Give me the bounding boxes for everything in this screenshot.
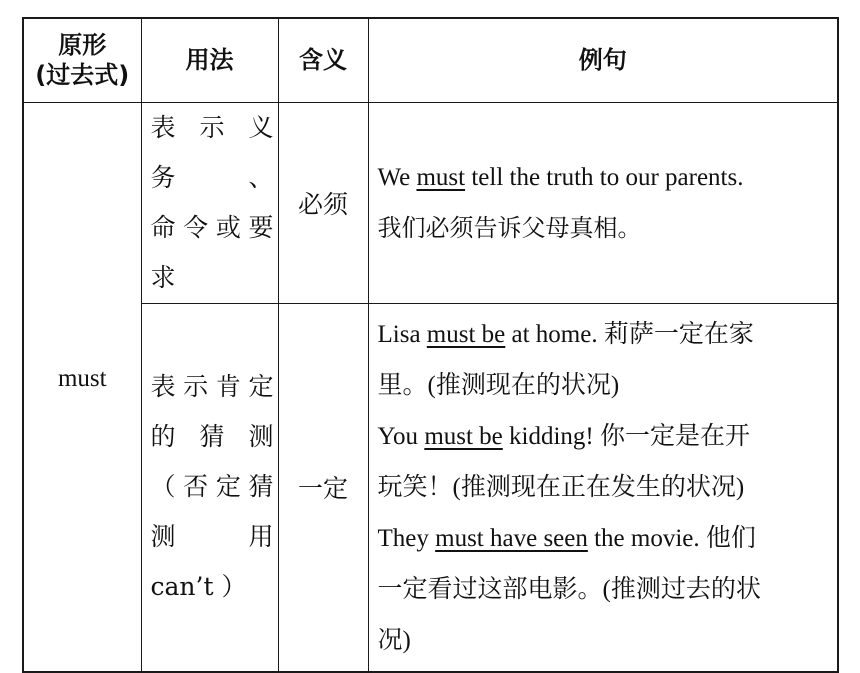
example-text: tell the truth to our parents. (465, 163, 744, 191)
example-text: kidding! 你一定是在开 (502, 422, 750, 450)
header-example: 例句 (368, 18, 838, 102)
header-usage: 用法 (141, 18, 278, 102)
header-form-line2: (过去式) (35, 61, 130, 90)
example-underlined: must be (424, 422, 503, 450)
example-line: 里。(推测现在的状况) (377, 371, 620, 399)
example-line (378, 152, 832, 203)
header-form-line1: 原形 (58, 31, 107, 60)
usage-line: （否定猜 (150, 472, 274, 502)
example-cell-inference (368, 303, 838, 672)
example-text: Lisa (377, 320, 427, 348)
meaning-cell-obligation: 必须 (278, 102, 368, 303)
usage-line: 命令或要 (150, 212, 274, 242)
example-text: at home. 莉萨一定在家 (505, 320, 754, 348)
example-line: 况) (377, 626, 411, 654)
word-text: must (57, 364, 107, 392)
meaning-cell-inference: 一定 (278, 303, 368, 672)
usage-line: 测 用 (150, 522, 274, 552)
usage-cell-inference (141, 303, 278, 672)
table-row-obligation (23, 102, 838, 303)
example-line (378, 513, 832, 564)
example-text: We (377, 163, 417, 191)
header-form (23, 18, 141, 102)
example-text: You (377, 422, 425, 450)
example-text: They (377, 524, 436, 552)
usage-cell-obligation (141, 102, 278, 303)
example-line: 一定看过这部电影。(推测过去的状 (377, 575, 761, 603)
example-underlined: must (416, 163, 466, 191)
table-row-inference (23, 303, 838, 672)
header-row (23, 18, 838, 102)
example-cell-obligation (368, 102, 838, 303)
example-underlined: must have seen (435, 524, 588, 552)
example-line (378, 309, 832, 360)
grammar-table (22, 17, 839, 673)
usage-line: can’t ） (150, 572, 247, 602)
example-line: 玩笑！(推测现在正在发生的状况) (377, 473, 745, 501)
example-line (378, 411, 832, 462)
usage-line: 表示义务、 (150, 112, 274, 192)
header-meaning: 含义 (278, 18, 368, 102)
example-text: the movie. 他们 (587, 524, 756, 552)
word-cell (23, 102, 141, 672)
usage-line: 的 猜 测 (150, 422, 274, 452)
usage-line: 求 (150, 262, 176, 292)
example-underlined: must be (426, 320, 506, 348)
usage-line: 表示肯定 (150, 372, 274, 402)
example-line: 我们必须告诉父母真相。 (377, 213, 642, 242)
